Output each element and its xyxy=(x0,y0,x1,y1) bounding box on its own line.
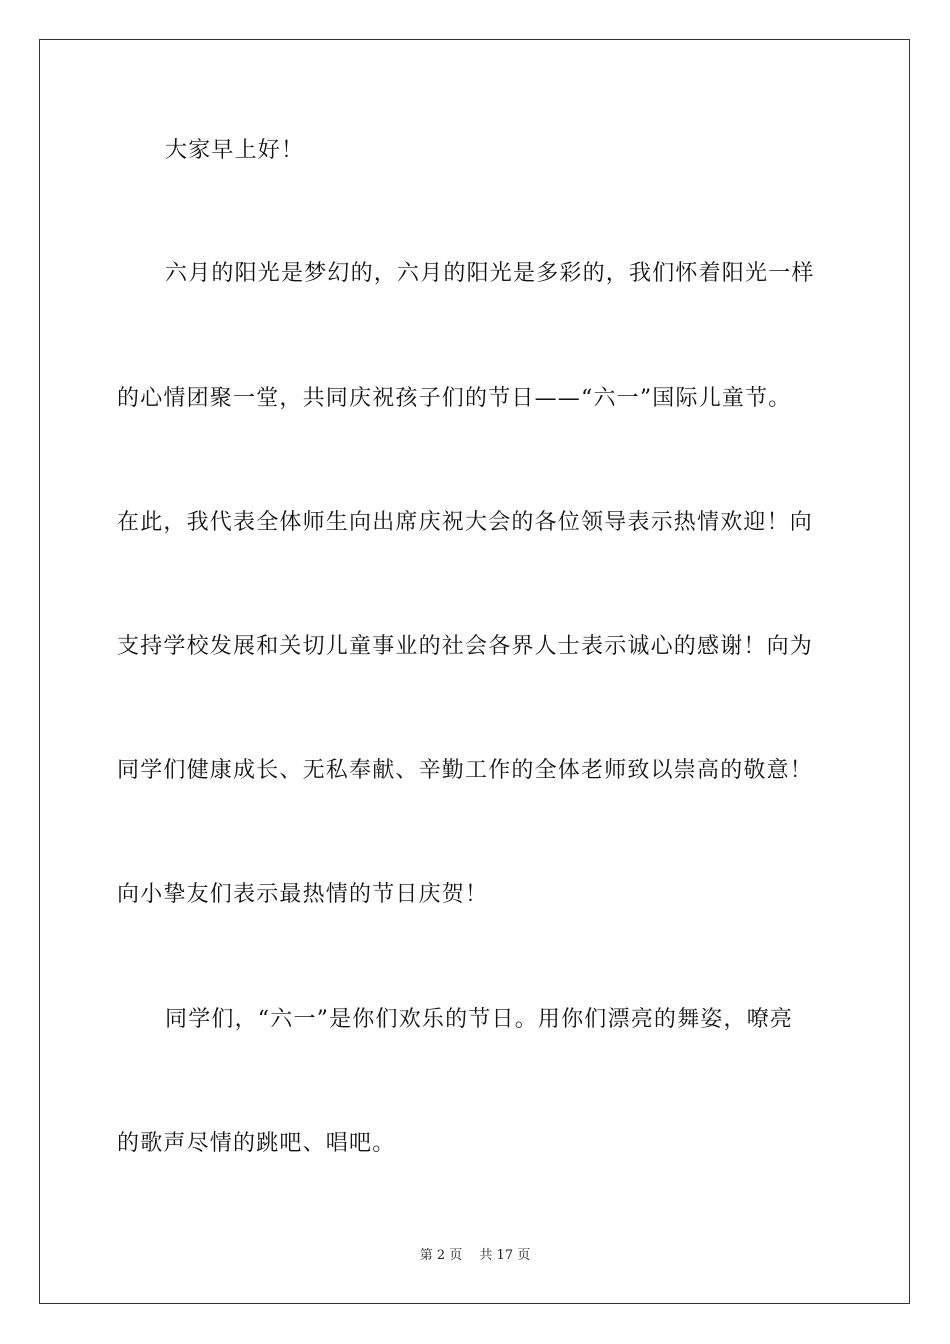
paragraph-1-line-3: 在此，我代表全体师生向出席庆祝大会的各位领导表示热情欢迎！向 xyxy=(117,510,814,535)
paragraph-1-line-5: 同学们健康成长、无私奉献、辛勤工作的全体老师致以崇高的敬意！ xyxy=(117,758,814,783)
paragraph-1-line-4: 支持学校发展和关切儿童事业的社会各界人士表示诚心的感谢！向为 xyxy=(117,634,814,659)
paragraph-1-line-6: 向小挚友们表示最热情的节日庆贺！ xyxy=(117,882,489,907)
paragraph-1-line-2: 的心情团聚一堂，共同庆祝孩子们的节日——“六一”国际儿童节。 xyxy=(117,386,792,411)
paragraph-2-line-2: 的歌声尽情的跳吧、唱吧。 xyxy=(117,1131,396,1156)
paragraph-2-line-1: 同学们，“六一”是你们欢乐的节日。用你们漂亮的舞姿，嘹亮 xyxy=(165,1007,794,1032)
page-border xyxy=(39,39,910,1304)
greeting-line: 大家早上好！ xyxy=(165,138,305,163)
paragraph-1-line-1: 六月的阳光是梦幻的，六月的阳光是多彩的，我们怀着阳光一样 xyxy=(165,261,815,286)
page-number-footer: 第 2 页 共 17 页 xyxy=(419,1248,531,1263)
